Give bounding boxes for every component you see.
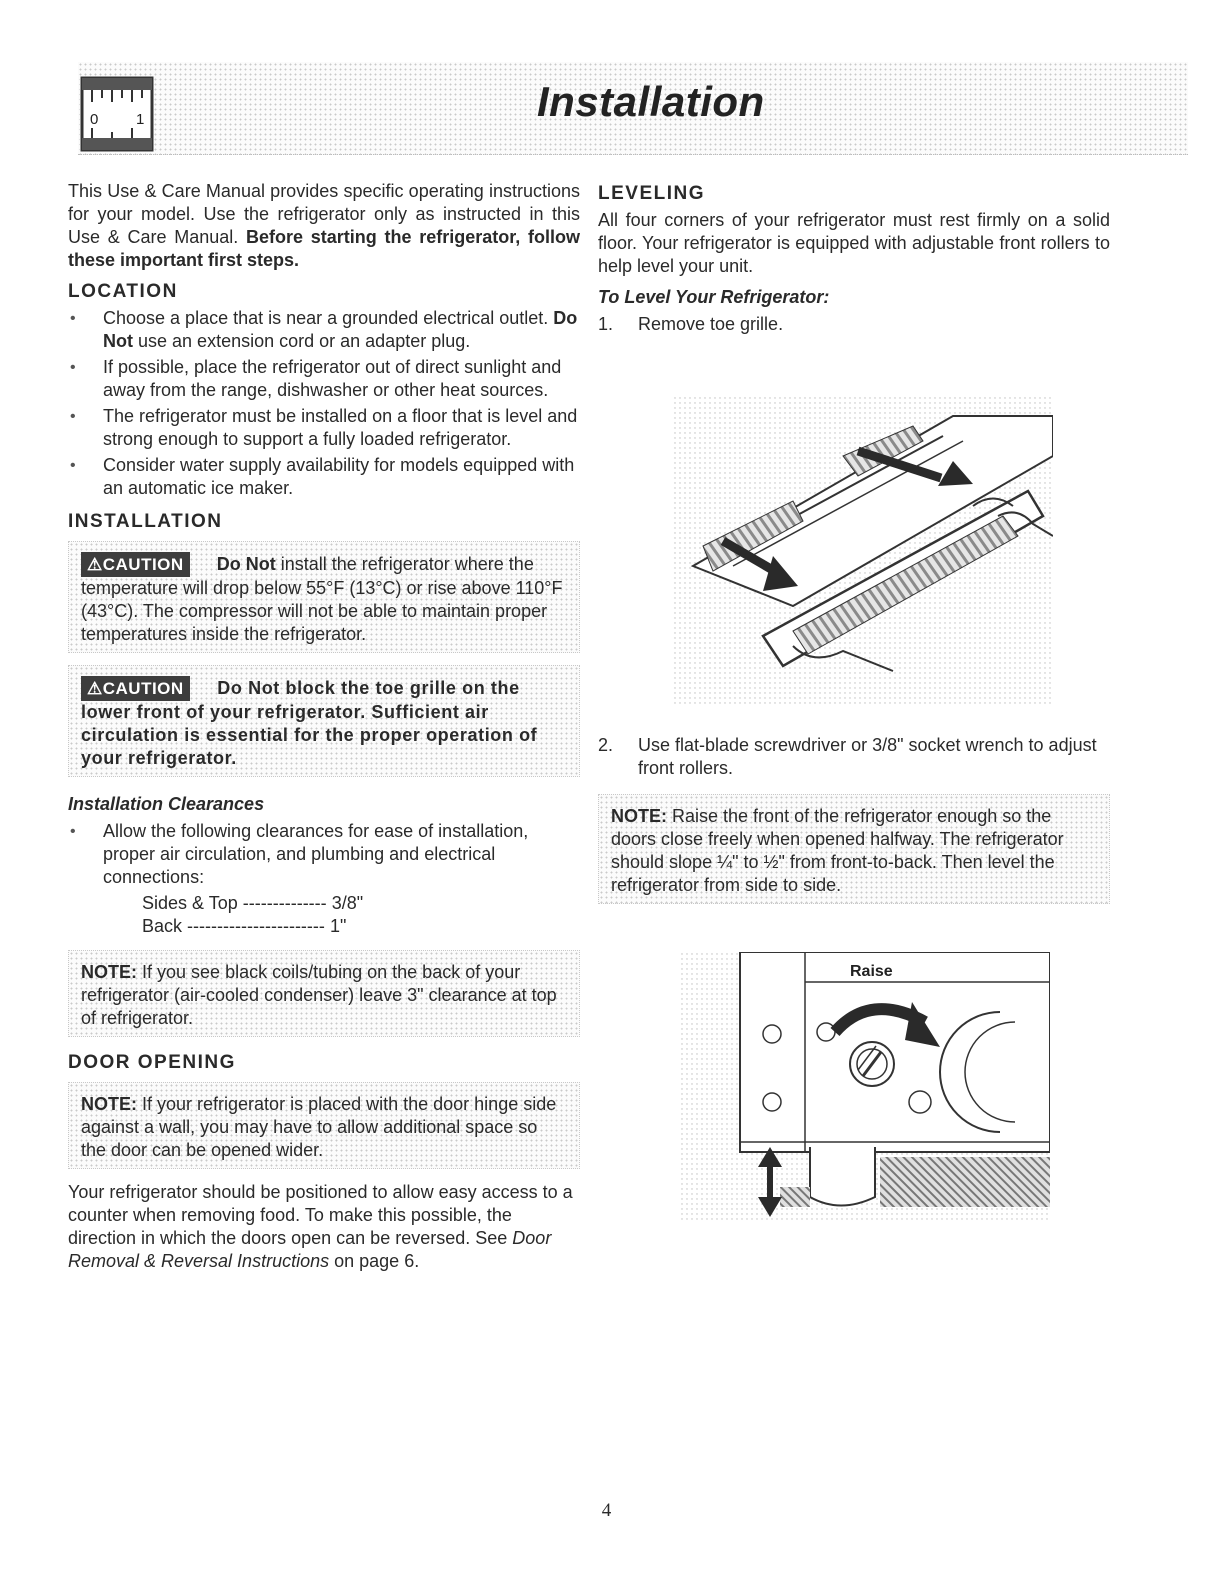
roller-adjustment-illustration	[680, 952, 1050, 1222]
door-paragraph: Your refrigerator should be positioned to allow easy access to a counter when removing food. To make this possible, the direction in which the doors open can be reversed. See Door Removal & Reversal Instructions on page 6.	[68, 1182, 573, 1271]
clearance-row-sides: Sides & Top -------------- 3/8"	[142, 893, 364, 913]
caution-box-1: ⚠CAUTION Do Not install the refrigerator where the temperature will drop below 55°F (13°C) or rise above 110°F (43°C). The compressor will not be able to maintain proper temperatures inside the refrigerator.	[68, 541, 580, 653]
installation-heading: INSTALLATION	[68, 511, 223, 532]
location-heading: LOCATION	[68, 281, 178, 302]
list-item: • If possible, place the refrigerator out of direct sunlight and away from the range, dishwasher or other heat sources.	[68, 356, 580, 402]
door-opening-heading: DOOR OPENING	[68, 1052, 236, 1073]
caution-badge: ⚠CAUTION	[81, 676, 190, 701]
caution-box-2: ⚠CAUTION Do Not block the toe grille on the lower front of your refrigerator. Sufficient air circulation is essential for the proper operation of your refrigerator.	[68, 665, 580, 777]
list-item: • Choose a place that is near a grounded electrical outlet. Do Not use an extension cord or an adapter plug.	[68, 307, 580, 353]
clearances-list	[68, 820, 580, 889]
timer-scale-icon	[80, 76, 154, 152]
location-list	[68, 307, 580, 500]
clearance-row-back: Back ----------------------- 1"	[142, 916, 347, 936]
steps-list-2	[598, 734, 1110, 780]
leveling-subheading: To Level Your Refrigerator:	[598, 287, 830, 307]
right-column	[598, 180, 1110, 1222]
door-note: NOTE: If your refrigerator is placed with the door hinge side against a wall, you may have to allow additional space so the door can be opened wider.	[68, 1082, 580, 1169]
list-item: • Allow the following clearances for ease of installation, proper air circulation, and plumbing and electrical connections:	[68, 820, 580, 889]
intro-paragraph	[68, 180, 580, 272]
figure-label-raise: Raise	[850, 963, 893, 980]
caution-badge: ⚠CAUTION	[81, 552, 190, 577]
list-item: 2. Use flat-blade screwdriver or 3/8" socket wrench to adjust front rollers.	[598, 735, 1097, 778]
icon-label-1: 1	[136, 111, 145, 128]
clearance-note: NOTE: If you see black coils/tubing on the back of your refrigerator (air-cooled condenser) leave 3" clearance at top of refrigerator.	[68, 950, 580, 1037]
steps-list-1	[598, 313, 1110, 336]
left-column	[68, 180, 580, 1281]
leveling-paragraph: All four corners of your refrigerator must rest firmly on a solid floor. Your refrigerator is equipped with adjustable front rollers to help level your unit.	[598, 210, 1110, 276]
page-number: 4	[601, 1500, 612, 1521]
door-removal-reference: Door Removal & Reversal Instructions	[68, 1228, 552, 1271]
icon-label-0: 0	[90, 111, 99, 128]
list-item: • Consider water supply availability for models equipped with an automatic ice maker.	[68, 454, 580, 500]
intro-bold: Before starting the refrigerator, follow these important first steps.	[68, 227, 580, 270]
leveling-note: NOTE: Raise the front of the refrigerator enough so the doors close freely when opened halfway. The refrigerator should slope ¼" to ½" from front-to-back. Then level the refrigerator from side to side.	[598, 794, 1110, 904]
list-item: 1. Remove toe grille.	[598, 314, 784, 334]
leveling-heading: LEVELING	[598, 183, 706, 204]
page-title: Installation	[537, 78, 765, 125]
intro-text: This Use & Care Manual provides specific operating instructions for your model. Use the refrigerator only as instructed in this Use & Care Manual.	[68, 181, 580, 247]
clearances-heading: Installation Clearances	[68, 794, 265, 814]
list-item: • The refrigerator must be installed on a floor that is level and strong enough to support a fully loaded refrigerator.	[68, 405, 580, 451]
toe-grille-removal-illustration	[673, 396, 1053, 706]
